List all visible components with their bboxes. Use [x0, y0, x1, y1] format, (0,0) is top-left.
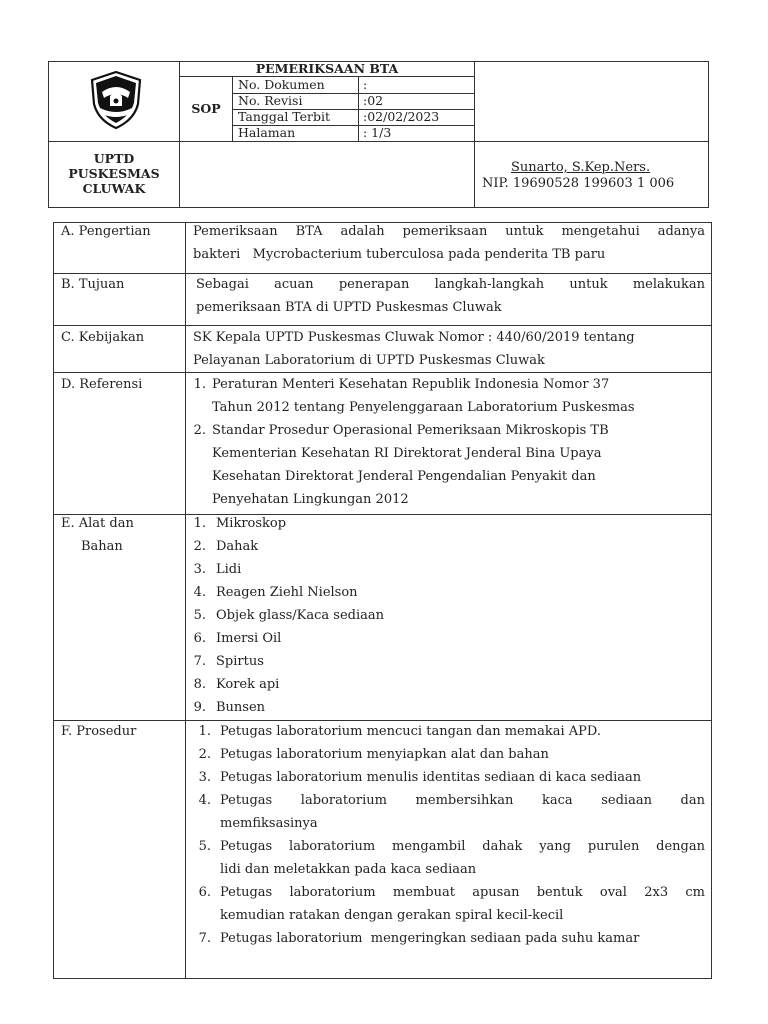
section-b-label: B. Tujuan: [61, 277, 125, 292]
list-item: 1. Peraturan Menteri Kesehatan Republik Indonesia Nomor 37 Tahun 2012 tentang Penyelenggaraan Laboratorium Puskesmas: [193, 377, 635, 415]
list-item: 6. Imersi Oil: [193, 631, 282, 646]
section-f-label: F. Prosedur: [61, 724, 137, 739]
list-item: 2. Petugas laboratorium menyiapkan alat dan bahan: [198, 747, 549, 762]
org-name: UPTD PUSKESMAS CLUWAK: [68, 151, 160, 196]
sop-label: SOP: [191, 101, 221, 116]
list-item: 1. Petugas laboratorium mencuci tangan dan memakai APD.: [198, 724, 601, 739]
list-item: 5. Petugas laboratorium mengambil dahak yang purulen dengan lidi dan meletakkan pada kaca sediaan: [198, 839, 705, 877]
list-item: 7. Spirtus: [193, 654, 264, 669]
list-item: 4. Petugas laboratorium membersihkan kaca sediaan dan memfiksasinya: [198, 793, 705, 831]
list-item: 4. Reagen Ziehl Nielson: [193, 585, 358, 600]
list-item: 3. Lidi: [193, 562, 242, 577]
meta-page-label: Halaman: [238, 125, 296, 140]
doc-title: PEMERIKSAAN BTA: [255, 61, 399, 76]
list-item: 3. Petugas laboratorium menulis identitas sediaan di kaca sediaan: [198, 770, 642, 785]
meta-issue-date-label: Tanggal Terbit: [238, 109, 331, 124]
emblem-icon: [88, 70, 144, 130]
section-c-body: SK Kepala UPTD Puskesmas Cluwak Nomor : 440/60/2019 tentang Pelayanan Laboratorium di UPTD Puskesmas Cluwak: [193, 330, 635, 368]
equipment-list: [190, 512, 705, 719]
meta-revision-value: :02: [363, 93, 384, 108]
section-e-label: E. Alat dan Bahan: [61, 516, 134, 554]
list-item: 9. Bunsen: [193, 700, 266, 715]
section-a-body: Pemeriksaan BTA adalah pemeriksaan untuk mengetahui adanya bakteri Mycrobacterium tuberculosa pada penderita TB paru: [193, 224, 705, 262]
list-item: 2. Dahak: [193, 539, 259, 554]
reference-list: [190, 373, 705, 511]
list-item: 5. Objek glass/Kaca sediaan: [193, 608, 385, 623]
meta-doc-no-label: No. Dokumen: [238, 77, 325, 92]
section-d-label: D. Referensi: [61, 377, 143, 392]
list-item: 6. Petugas laboratorium membuat apusan bentuk oval 2x3 cm kemudian ratakan dengan gerakan spiral kecil-kecil: [198, 885, 705, 923]
list-item: 7. Petugas laboratorium mengeringkan sediaan pada suhu kamar: [198, 931, 640, 946]
signer-nip: NIP. 19690528 199603 1 006: [482, 176, 675, 191]
section-f-body: [194, 720, 705, 950]
list-item: 8. Korek api: [193, 677, 280, 692]
section-c-label: C. Kebijakan: [61, 330, 145, 345]
section-e-body: [190, 512, 705, 719]
procedure-list: [194, 720, 705, 950]
meta-page-value: : 1/3: [363, 125, 392, 140]
section-d-body: [190, 373, 705, 511]
list-item: 2. Standar Prosedur Operasional Pemeriksaan Mikroskopis TB Kementerian Kesehatan RI Direktorat Jenderal Bina Upaya Kesehatan Direktorat Jenderal Pengendalian Penyakit dan Penyehatan Lingkungan 2012: [193, 423, 609, 507]
section-a-label: A. Pengertian: [61, 224, 151, 239]
signer-name: Sunarto, S.Kep.Ners.: [511, 160, 651, 175]
list-item: 1. Mikroskop: [193, 516, 287, 531]
section-b-body: Sebagai acuan penerapan langkah-langkah untuk melakukan pemeriksaan BTA di UPTD Puskesmas Cluwak: [196, 277, 705, 315]
meta-issue-date-value: :02/02/2023: [363, 109, 440, 124]
meta-revision-label: No. Revisi: [238, 93, 303, 108]
meta-doc-no-value: :: [363, 77, 368, 92]
regency-logo: [88, 70, 144, 130]
